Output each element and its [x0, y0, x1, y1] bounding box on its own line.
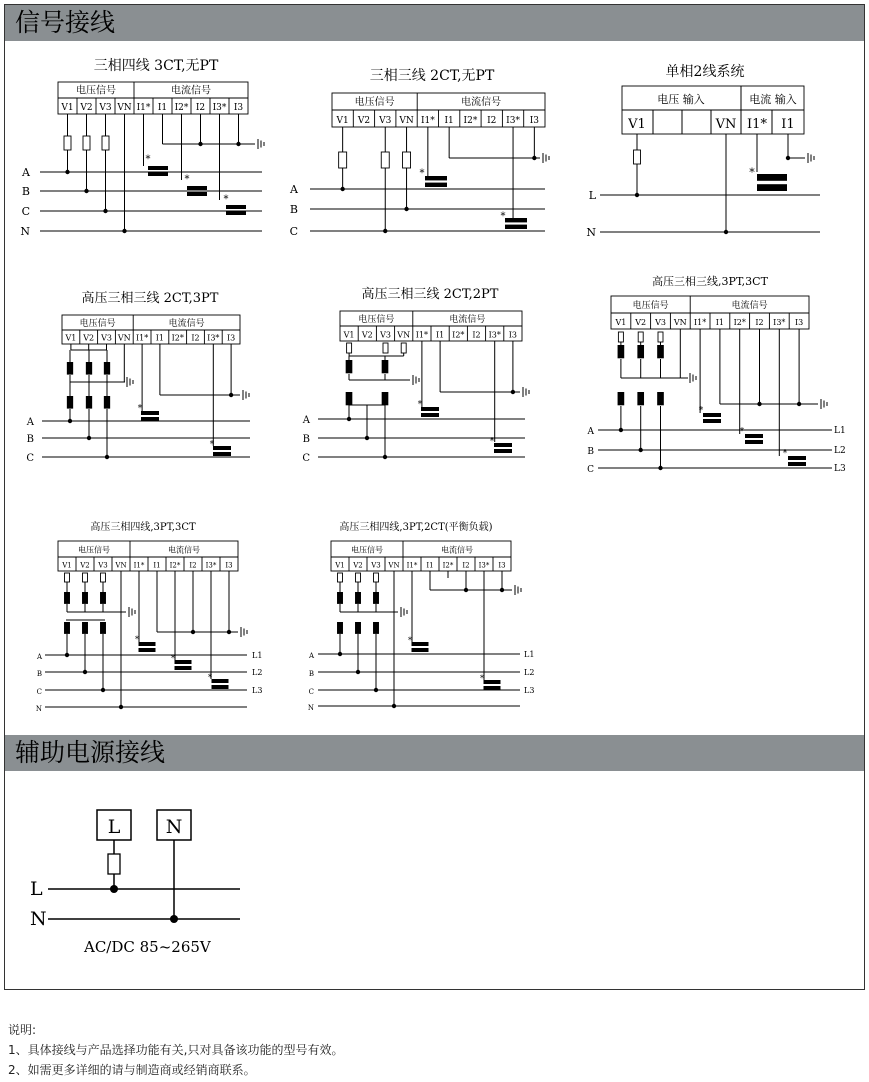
terminal-label: I1 [155, 333, 165, 343]
phase-label: A [26, 417, 34, 428]
polarity-mark: * [480, 674, 484, 683]
phase-label: N [20, 225, 30, 238]
terminal-label: V1 [343, 330, 355, 340]
terminal-label: I1 [426, 561, 434, 570]
terminal-label: V1 [65, 333, 77, 343]
supply-voltage-label: AC/DC 85~265V [84, 938, 211, 956]
line-label: L2 [524, 668, 535, 677]
diagram-title: 单相2线系统 [665, 64, 745, 80]
terminal-label: V3 [98, 561, 108, 570]
voltage-input-label: 电压 输入 [657, 93, 705, 106]
voltage-signal-label: 电压信号 [78, 545, 110, 555]
phase-label: A [302, 415, 310, 426]
terminal-label: I1* [693, 318, 707, 327]
terminal-label: VN [715, 117, 737, 132]
terminal-label: VN [115, 561, 127, 570]
current-signal-label: 电流信号 [168, 545, 200, 555]
terminal-label: I3* [506, 115, 520, 126]
terminal-label: V3 [101, 333, 112, 343]
voltage-signal-label: 电压信号 [351, 545, 383, 555]
aux-power-diagram [0, 780, 400, 980]
phase-label: C [21, 205, 30, 218]
phase-label: B [26, 434, 34, 445]
terminal-label: I1* [133, 561, 145, 570]
diagram-title: 三相三线 2CT,无PT [369, 68, 495, 84]
line-L-label: L [30, 878, 43, 900]
note-item: 2、如需更多详细的请与制造商或经销商联系。 [8, 1063, 256, 1077]
terminal-label: I2* [171, 333, 184, 343]
polarity-mark: * [135, 635, 139, 644]
section-header-signal: 信号接线 [5, 5, 864, 41]
terminal-label: I3* [205, 561, 217, 570]
terminal-label: I1* [420, 115, 435, 126]
terminal-label: V2 [361, 330, 373, 340]
terminal-L-label: L [107, 816, 121, 838]
polarity-mark: * [749, 166, 755, 179]
terminal-label: VN [673, 318, 687, 327]
line-label: L2 [252, 668, 263, 677]
terminal-label: I3* [207, 333, 220, 343]
phase-label: N [307, 704, 314, 712]
current-signal-label: 电流信号 [441, 545, 473, 555]
line-label: L2 [834, 446, 846, 456]
voltage-signal-label: 电压信号 [79, 318, 116, 329]
terminal-label: I2 [487, 115, 497, 126]
diagram-title: 三相四线 3CT,无PT [93, 58, 219, 74]
phase-label: N [586, 226, 596, 239]
terminal-label: I3 [529, 115, 539, 126]
terminal-label: V2 [80, 103, 93, 113]
diagram-title: 高压三相三线 2CT,2PT [361, 287, 499, 302]
terminal-label: I1* [406, 561, 418, 570]
polarity-mark: * [489, 437, 495, 447]
terminal-label: I2* [733, 318, 746, 327]
phase-label: B [308, 670, 314, 678]
terminal-label: I3 [233, 103, 244, 113]
current-signal-label: 电流信号 [168, 318, 205, 329]
terminal-label: V3 [99, 103, 112, 113]
terminal-label: I3* [478, 561, 490, 570]
terminal-label: I2* [442, 561, 454, 570]
notes-title: 说明: [8, 1023, 37, 1037]
terminal-label: V2 [83, 333, 95, 343]
terminal-label: V3 [655, 318, 666, 327]
terminal-label: I3 [794, 318, 804, 327]
phase-label: A [36, 653, 42, 661]
terminal-label: I2 [755, 318, 764, 327]
polarity-mark: * [419, 168, 425, 179]
fuse-icon [108, 854, 120, 874]
phase-label: B [36, 670, 42, 678]
terminal-label: I2* [463, 115, 478, 126]
voltage-signal-label: 电压信号 [632, 301, 669, 312]
terminal-label: I2 [472, 330, 481, 340]
section-header-aux-power: 辅助电源接线 [5, 735, 864, 771]
diagram-title: 高压三相四线,3PT,2CT(平衡负载) [339, 522, 493, 533]
terminal-label: V1 [335, 561, 345, 570]
diagram-title: 高压三相四线,3PT,3CT [90, 522, 196, 533]
line-label: L1 [834, 426, 846, 436]
line-label: L3 [252, 686, 263, 695]
terminal-label: V3 [380, 330, 391, 340]
voltage-signal-label: 电压信号 [76, 85, 116, 97]
terminal-N-label: N [165, 816, 183, 838]
current-signal-label: 电流信号 [171, 85, 211, 97]
terminal-label: I2 [191, 333, 200, 343]
terminal-label: VN [117, 103, 132, 113]
terminal-label: V2 [357, 115, 371, 126]
voltage-signal-label: 电压信号 [358, 314, 395, 325]
polarity-mark: * [145, 154, 151, 165]
line-label: L1 [252, 651, 263, 660]
terminal-label: I1* [136, 103, 151, 113]
terminal-label: I3* [488, 330, 501, 340]
line-N-label: N [30, 908, 47, 930]
terminal-label: I3* [773, 318, 786, 327]
terminal-label: V1 [61, 103, 74, 113]
terminal-label: I3 [508, 330, 518, 340]
phase-label: B [302, 434, 310, 445]
phase-label: L [588, 189, 596, 202]
polarity-mark: * [209, 440, 215, 450]
terminal-label: I1 [157, 103, 168, 113]
polarity-mark: * [782, 449, 788, 459]
terminal-label: VN [399, 115, 414, 126]
current-signal-label: 电流信号 [449, 314, 486, 325]
terminal-label: V1 [628, 117, 646, 132]
terminal-label: I1 [444, 115, 454, 126]
terminal-label: V2 [635, 318, 647, 327]
polarity-mark: * [137, 404, 143, 414]
terminal-label: V3 [379, 115, 392, 126]
terminal-label: VN [388, 561, 400, 570]
phase-label: A [22, 166, 30, 179]
phase-label: A [587, 427, 594, 437]
terminal-label: I3 [225, 561, 233, 570]
current-signal-label: 电流信号 [461, 97, 502, 109]
terminal-label: V2 [80, 561, 90, 570]
phase-label: A [308, 652, 314, 660]
terminal-label: I2 [189, 561, 197, 570]
polarity-mark: * [417, 400, 423, 410]
polarity-mark: * [408, 636, 412, 645]
phase-label: C [587, 465, 594, 475]
phase-label: B [587, 447, 594, 457]
terminal-label: I3 [226, 333, 236, 343]
terminal-label: V1 [62, 561, 72, 570]
phase-label: C [289, 225, 298, 238]
terminal-label: V1 [615, 318, 627, 327]
voltage-signal-label: 电压信号 [354, 97, 395, 109]
phase-label: B [289, 203, 298, 216]
current-signal-label: 电流信号 [731, 301, 768, 312]
terminal-label: I1* [747, 117, 767, 132]
terminal-label: I1 [781, 117, 795, 132]
polarity-mark: * [500, 211, 506, 222]
polarity-mark: * [698, 406, 704, 416]
phase-label: C [26, 453, 34, 464]
terminal-label: V2 [353, 561, 363, 570]
terminal-label: I1 [715, 318, 725, 327]
note-item: 1、具体接线与产品选择功能有关,只对具备该功能的型号有效。 [8, 1043, 344, 1057]
terminal-label: I2 [195, 103, 206, 113]
terminal-label: VN [397, 330, 411, 340]
terminal-label: I2* [174, 103, 189, 113]
diagram-title: 高压三相三线,3PT,3CT [652, 275, 768, 288]
line-label: L3 [834, 464, 846, 474]
terminal-label: I3* [212, 103, 227, 113]
terminal-label: VN [117, 333, 131, 343]
line-label: L1 [524, 650, 535, 659]
diagram-title: 高压三相三线 2CT,3PT [81, 291, 219, 306]
polarity-mark: * [171, 654, 175, 663]
terminal-label: I3 [498, 561, 506, 570]
terminal-label: I1 [153, 561, 161, 570]
polarity-mark: * [208, 673, 212, 682]
polarity-mark: * [184, 174, 190, 185]
terminal-label: I1* [135, 333, 149, 343]
terminal-label: V3 [371, 561, 381, 570]
phase-label: A [290, 183, 298, 196]
phase-label: C [36, 688, 42, 696]
terminal-label: I1 [435, 330, 445, 340]
terminal-label: V1 [336, 115, 349, 126]
phase-label: C [308, 688, 314, 696]
notes [8, 1020, 343, 1080]
polarity-mark: * [739, 427, 745, 437]
terminal-label: I2* [169, 561, 181, 570]
polarity-mark: * [223, 194, 229, 205]
current-input-label: 电流 输入 [749, 93, 797, 106]
terminal-label: I1* [415, 330, 429, 340]
line-label: L3 [524, 686, 535, 695]
phase-label: B [21, 185, 30, 198]
phase-label: C [302, 453, 310, 464]
phase-label: N [35, 705, 42, 713]
terminal-label: I2 [462, 561, 470, 570]
terminal-label: I2* [452, 330, 465, 340]
